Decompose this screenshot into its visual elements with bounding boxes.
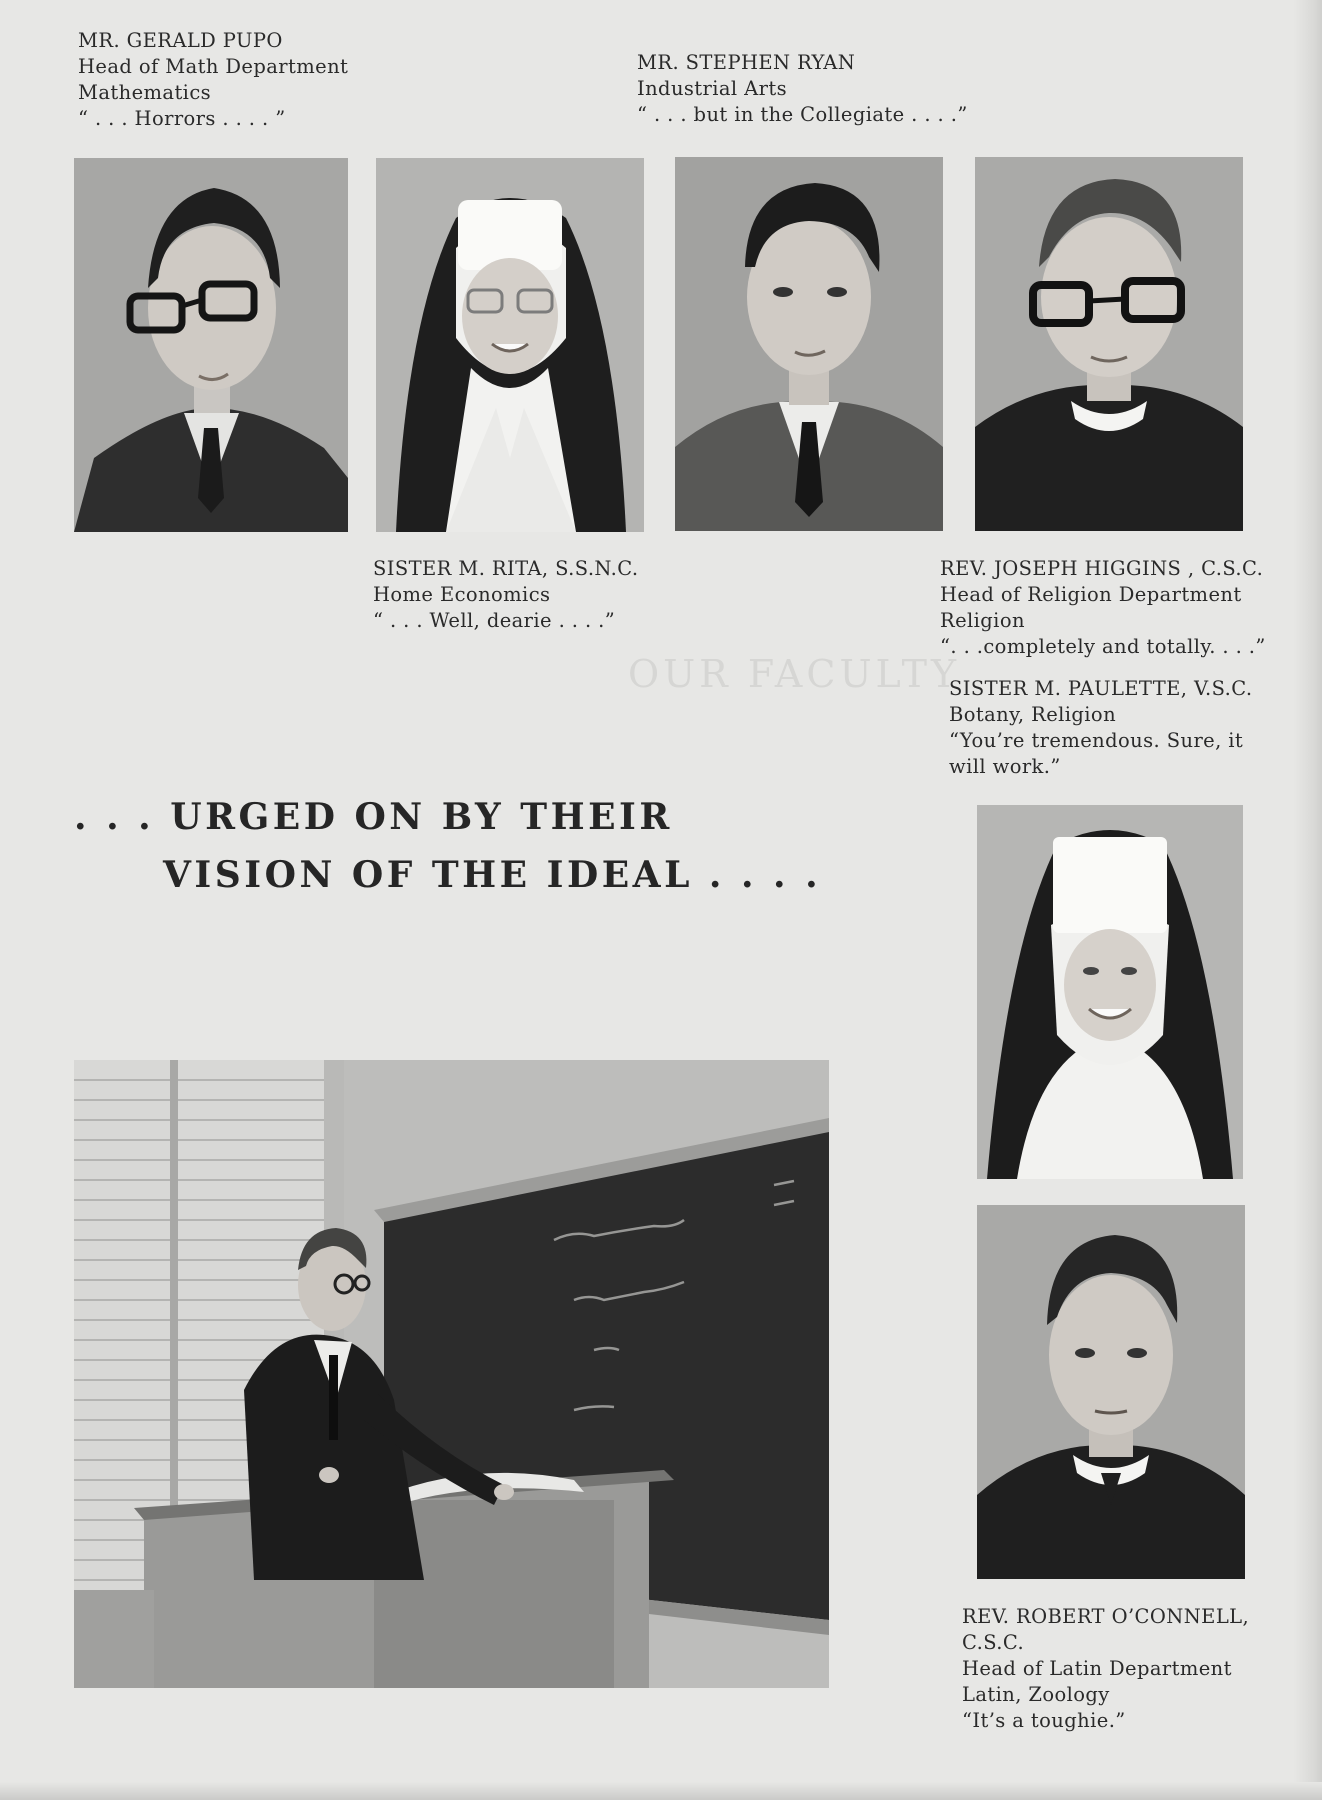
faculty-subject: Industrial Arts	[637, 77, 788, 100]
faculty-quote: “ . . . Horrors . . . . ”	[78, 107, 286, 130]
faculty-name: REV. JOSEPH HIGGINS , C.S.C.	[940, 557, 1264, 580]
faculty-quote: will work.”	[949, 755, 1061, 778]
headline-line-2: VISION OF THE IDEAL . . . .	[163, 854, 822, 896]
faculty-name: MR. GERALD PUPO	[78, 29, 283, 52]
page-edge-shadow	[1294, 0, 1322, 1800]
faculty-quote: “You’re tremendous. Sure, it	[949, 729, 1244, 752]
faculty-subject: Home Economics	[373, 583, 551, 606]
portrait-sister-rita	[376, 158, 644, 532]
faculty-subject: Religion	[940, 609, 1025, 632]
portrait-joseph-higgins	[975, 157, 1243, 531]
page-headline	[74, 788, 821, 904]
faculty-subject: Latin, Zoology	[962, 1683, 1110, 1706]
faculty-quote: “ . . . but in the Collegiate . . . .”	[637, 103, 968, 126]
portrait-stephen-ryan	[675, 157, 943, 531]
portrait-gerald-pupo	[74, 158, 348, 532]
faculty-quote: “ . . . Well, dearie . . . .”	[373, 609, 616, 632]
caption-sister-rita	[373, 556, 638, 634]
headline-line-1: . . . URGED ON BY THEIR	[74, 796, 673, 838]
caption-robert-oconnell	[962, 1604, 1249, 1734]
bleed-through-text: OUR FACULTY	[628, 652, 961, 696]
faculty-subject: Botany, Religion	[949, 703, 1117, 726]
faculty-role: Head of Math Department	[78, 55, 349, 78]
faculty-role: Head of Latin Department	[962, 1657, 1232, 1680]
caption-gerald-pupo	[78, 28, 348, 132]
faculty-name: REV. ROBERT O’CONNELL,	[962, 1605, 1250, 1628]
page-bottom-edge	[0, 1782, 1322, 1800]
faculty-name: SISTER M. RITA, S.S.N.C.	[373, 557, 639, 580]
faculty-quote: “. . .completely and totally. . . .”	[940, 635, 1266, 658]
portrait-sister-paulette	[977, 805, 1243, 1179]
faculty-quote: “It’s a toughie.”	[962, 1709, 1126, 1732]
classroom-photo	[74, 1060, 829, 1688]
faculty-name-suffix: C.S.C.	[962, 1631, 1025, 1654]
caption-joseph-higgins	[940, 556, 1266, 660]
caption-stephen-ryan	[637, 50, 968, 128]
faculty-name: SISTER M. PAULETTE, V.S.C.	[949, 677, 1253, 700]
faculty-subject: Mathematics	[78, 81, 212, 104]
faculty-name: MR. STEPHEN RYAN	[637, 51, 856, 74]
caption-sister-paulette	[949, 676, 1253, 780]
portrait-robert-oconnell	[977, 1205, 1245, 1579]
faculty-role: Head of Religion Department	[940, 583, 1242, 606]
